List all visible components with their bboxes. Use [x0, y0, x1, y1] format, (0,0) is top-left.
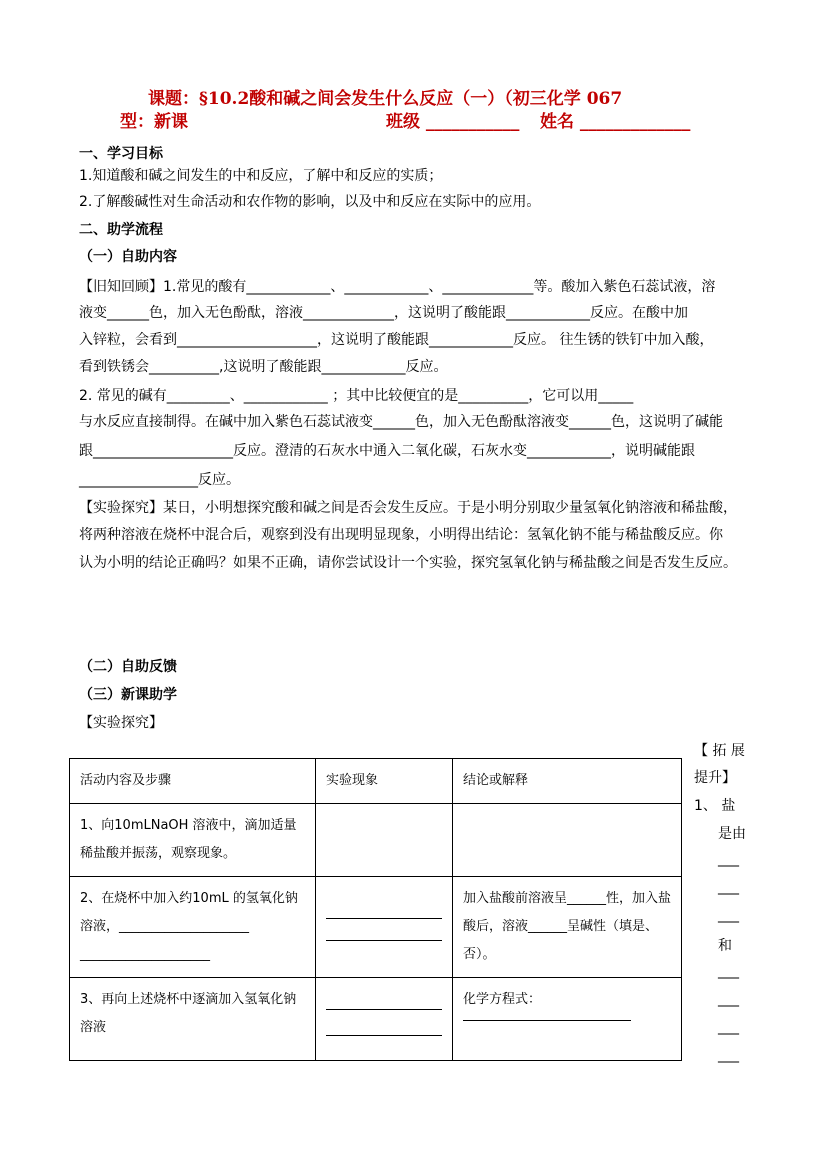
table-cell: 化学方程式： — [453, 978, 682, 1061]
review-line: 入锌粒，会看到____________________，这说明了酸能跟____________反应。 往生锈的铁钉中加入酸， — [79, 332, 714, 348]
review-line: _________________反应。 — [79, 472, 240, 488]
side-question: 是由 — [718, 826, 746, 842]
side-blank[interactable]: ___ — [718, 907, 739, 923]
side-blank[interactable]: ___ — [718, 1019, 739, 1035]
side-extension-label: 【 拓 展 — [694, 743, 745, 759]
explore-line: 【实验探究】某日，小明想探究酸和碱之间是否会发生反应。于是小明分别取少量氢氧化钠溶液和稀盐酸， — [79, 500, 737, 516]
subsection-self-study: （一）自助内容 — [79, 249, 177, 265]
subsection-feedback: （二）自助反馈 — [79, 659, 177, 675]
explore-line: 认为小明的结论正确吗？如果不正确，请你尝试设计一个实验，探究氢氧化钠与稀盐酸之间是否发生反应。 — [79, 555, 737, 571]
experiment-table — [69, 758, 682, 1061]
review-line: 跟____________________反应。澄清的石灰水中通入二氧化碳，石灰水变____________，说明碱能跟 — [79, 443, 695, 459]
subsection-new-lesson: （三）新课助学 — [79, 687, 177, 703]
explore-line: 将两种溶液在烧杯中混合后，观察到没有出现明显现象，小明得出结论：氢氧化钠不能与稀盐酸反应。你 — [79, 527, 723, 543]
side-blank[interactable]: ___ — [718, 879, 739, 895]
side-blank[interactable]: ___ — [718, 851, 739, 867]
table-cell: 3、再向上述烧杯中逐滴加入氢氧化钠溶液 — [70, 978, 316, 1061]
review-line: 2. 常见的碱有_________、____________ ；其中比较便宜的是__________，它可以用_____ — [79, 388, 634, 404]
review-line: 与水反应直接制得。在碱中加入紫色石蕊试液变______色，加入无色酚酞溶液变______色，这说明了碱能 — [79, 414, 723, 430]
side-blank[interactable]: ___ — [718, 991, 739, 1007]
header-cell: 活动内容及步骤 — [70, 759, 316, 804]
table-cell[interactable] — [316, 978, 453, 1061]
side-extension-label: 提升】 — [694, 770, 736, 786]
equation-blank[interactable] — [463, 1020, 631, 1021]
blank-line[interactable] — [326, 917, 442, 919]
header-cell: 结论或解释 — [453, 759, 682, 804]
table-cell[interactable] — [316, 877, 453, 978]
side-blank[interactable]: ___ — [718, 963, 739, 979]
class-field: 班级 ___________ — [386, 112, 520, 132]
review-line: 【旧知回顾】1.常见的酸有____________、____________、_____________等。酸加入紫色石蕊试液，溶 — [79, 279, 716, 295]
side-question: 1、 盐 — [694, 798, 736, 814]
table-cell — [453, 804, 682, 877]
table-cell — [316, 804, 453, 877]
page-title: 课题：§10.2酸和碱之间会发生什么反应（一）（初三化学 067 — [148, 89, 623, 109]
table-cell: 2、在烧杯中加入约10mL 的氢氧化钠 溶液，____________________ ____________________ — [70, 877, 316, 978]
goal-item: 1.知道酸和碱之间发生的中和反应，了解中和反应的实质； — [79, 168, 443, 184]
goal-item: 2.了解酸碱性对生命活动和农作物的影响，以及中和反应在实际中的应用。 — [79, 194, 541, 210]
lesson-type: 型：新课 — [120, 112, 188, 132]
review-line: 看到铁锈会__________,这说明了酸能跟____________反应。 — [79, 359, 448, 375]
table-cell: 加入盐酸前溶液呈______性，加入盐酸后，溶液______呈碱性（填是、否）。 — [453, 877, 682, 978]
blank-line[interactable] — [326, 939, 442, 941]
blank-line[interactable] — [326, 1034, 442, 1036]
experiment-label: 【实验探究】 — [79, 715, 163, 731]
side-and: 和 — [718, 938, 732, 954]
side-blank[interactable]: ___ — [718, 1047, 739, 1063]
table-cell: 1、向10mLNaOH 溶液中，滴加适量稀盐酸并振荡，观察现象。 — [70, 804, 316, 877]
review-line: 液变______色，加入无色酚酞，溶液_____________，这说明了酸能跟____________反应。在酸中加 — [79, 305, 688, 321]
section-heading-process: 二、助学流程 — [79, 222, 163, 238]
blank-line[interactable] — [326, 1008, 442, 1010]
header-cell: 实验现象 — [316, 759, 453, 804]
section-heading-goals: 一、学习目标 — [79, 146, 163, 162]
name-field: 姓名 _____________ — [540, 112, 691, 132]
